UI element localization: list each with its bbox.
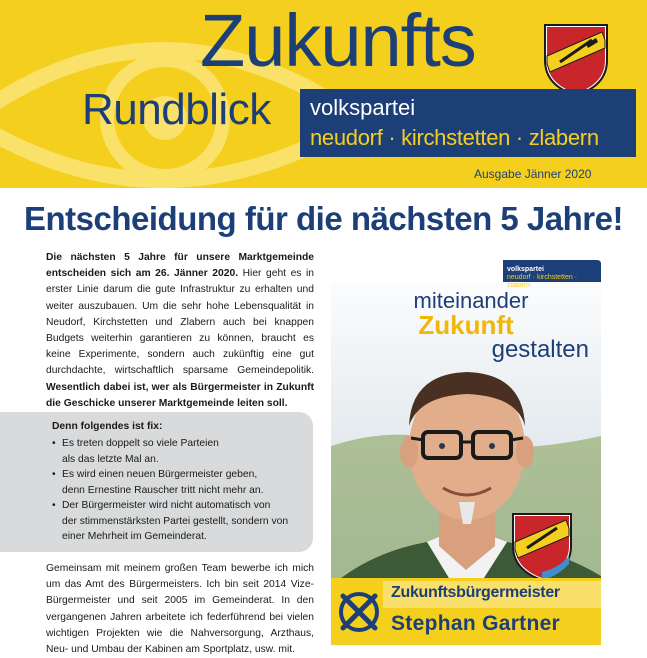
poster-banner-title: Zukunftsbürgermeister xyxy=(391,584,560,601)
facts-item xyxy=(52,467,307,498)
facts-box xyxy=(0,412,313,552)
intro-bold-closing: Wesentlich dabei ist, wer als Bürgermeister in Zukunft die Geschicke unserer Marktgemeinde leiten soll. xyxy=(46,381,314,409)
facts-item-line: denn Ernestine Rauscher tritt nicht mehr an. xyxy=(62,484,264,496)
issue-label: Ausgabe Jänner 2020 xyxy=(474,167,592,181)
facts-item-line: einer Mehrheit im Gemeinderat. xyxy=(62,531,207,542)
party-name: volkspartei xyxy=(310,95,416,120)
facts-list xyxy=(52,436,307,545)
facts-item-line: der stimmenstärksten Partei gestellt, sondern von xyxy=(62,515,289,527)
intro-bold: Die nächsten 5 Jahre für unsere Marktgemeinde entscheiden sich am 26. Jänner 2020. xyxy=(46,252,314,280)
facts-item xyxy=(52,436,307,467)
facts-item xyxy=(52,498,307,545)
masthead-title-top: Zukunfts xyxy=(200,0,476,82)
outro-paragraph: Gemeinsam mit meinem großen Team bewerbe ich mich um das Amt des Bürgermeisters. Ich bin seit 2014 Vize-Bürgermeister und seit 2005 im Gemeinderat. In den vergangenen Jahren arbeitete ich federführend bei vielen wichtigen Projekten wie die Nahversorgung, Arzthaus, Neu- und Umbau der Kabinen am Sportplatz, usw. mit. xyxy=(46,563,314,656)
facts-title: Denn folgendes ist fix: xyxy=(52,421,163,432)
coat-of-arms-icon xyxy=(542,22,610,98)
party-box xyxy=(300,89,636,157)
campaign-poster xyxy=(331,256,601,645)
ballot-cross-icon xyxy=(337,590,381,634)
poster-party-label xyxy=(507,266,601,290)
intro-paragraph xyxy=(46,250,314,412)
facts-item-line: Der Bürgermeister wird nicht automatisch von xyxy=(62,500,271,511)
masthead-title-bottom: Rundblick xyxy=(82,85,271,134)
masthead xyxy=(0,0,647,188)
party-places: neudorf · kirchstetten · zlabern xyxy=(310,125,599,150)
poster-slogan-line1: miteinander xyxy=(413,288,529,313)
poster-party-name: volkspartei xyxy=(507,266,544,273)
poster-party-places: neudorf · kirchstetten · zlabern xyxy=(507,274,578,289)
facts-item-line: Es wird einen neuen Bürgermeister geben, xyxy=(62,469,258,480)
facts-item-line: als das letzte Mal an. xyxy=(62,453,159,465)
intro-text: Hier geht es in erster Linie darum die gute Infrastruktur zu erhalten und weiter auszubauen. Um die sehr hohe Lebensqualität in Neudorf, Kirchstetten und Zlabern auch bei knappen Budgets weiterhin garantieren zu können, braucht es keine Experimente, sondern auch zukünftig eine gut durchdachte, wirtschaftlich sparsame Gemeindepolitik. xyxy=(46,268,314,377)
article-headline: Entscheidung für die nächsten 5 Jahre! xyxy=(24,200,623,237)
poster-slogan-line2: Zukunft xyxy=(418,310,514,340)
facts-item-line: Es treten doppelt so viele Parteien xyxy=(62,438,219,449)
poster-candidate-name: Stephan Gartner xyxy=(391,612,561,635)
poster-coat-of-arms-icon xyxy=(511,512,573,582)
poster-slogan-line3: gestalten xyxy=(491,336,589,363)
